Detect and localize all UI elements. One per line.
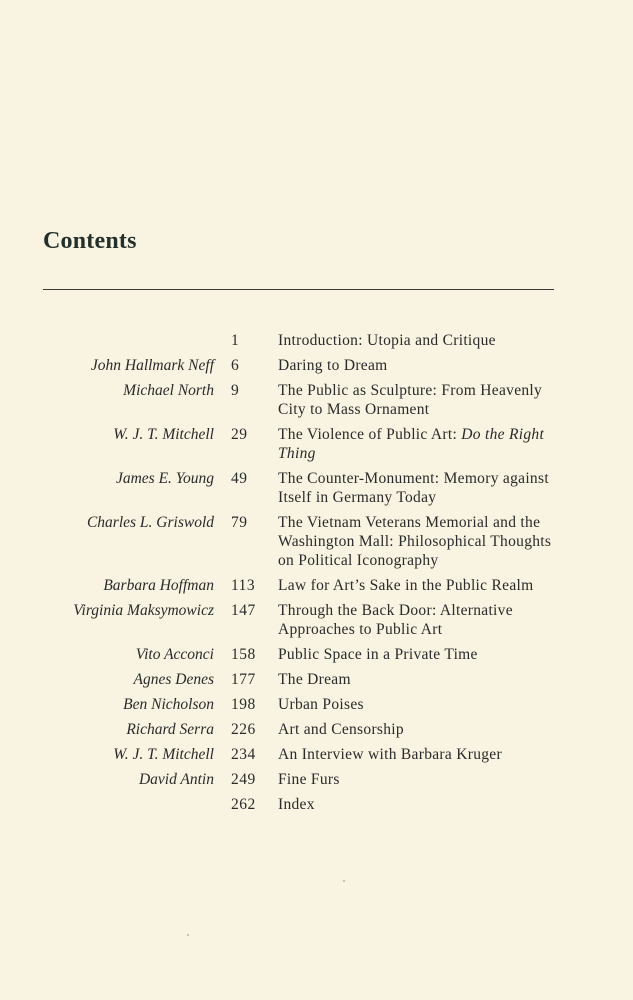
toc-entry [0, 745, 633, 764]
toc-page-number: 234 [231, 746, 256, 763]
toc-page-number: 29 [231, 426, 248, 443]
toc-author: Virginia Maksymowicz [73, 602, 214, 619]
toc-page-number: 177 [231, 671, 256, 688]
toc-entry [0, 695, 633, 714]
toc-author: Richard Serra [126, 721, 214, 738]
toc-title: Introduction: Utopia and Critique [278, 332, 496, 349]
toc-entry [0, 795, 633, 814]
toc-author: Barbara Hoffman [103, 577, 214, 594]
toc-title: Public Space in a Private Time [278, 646, 478, 663]
page-title: Contents [43, 228, 137, 254]
toc-title [278, 425, 558, 463]
toc-page-number: 9 [231, 382, 240, 399]
toc-entry [0, 425, 633, 463]
title-divider [43, 289, 554, 290]
toc-title: Through the Back Door: Alternative Approaches to Public Art [278, 602, 513, 638]
toc-author: Ben Nicholson [123, 696, 214, 713]
toc-entry [0, 720, 633, 739]
toc-entry [0, 356, 633, 375]
toc-title: The Public as Sculpture: From Heavenly City to Mass Ornament [278, 382, 543, 418]
paper-speck [343, 880, 345, 882]
toc-author: Charles L. Griswold [86, 514, 214, 531]
toc-author: John Hallmark Neff [90, 357, 214, 374]
toc-entry [0, 670, 633, 689]
toc-entry [0, 645, 633, 664]
toc-title: Art and Censorship [278, 721, 404, 738]
toc-page-number: 249 [231, 771, 256, 788]
toc-title: Index [278, 796, 315, 813]
toc-page-number: 113 [231, 577, 256, 594]
toc-entry [0, 576, 633, 595]
toc-author: Agnes Denes [133, 671, 214, 688]
toc-entry [0, 331, 633, 350]
toc-page-number: 226 [231, 721, 256, 738]
toc-author: W. J. T. Mitchell [113, 426, 214, 443]
toc-page-number: 79 [231, 514, 248, 531]
toc-page-number: 198 [231, 696, 256, 713]
toc-author: Michael North [123, 382, 214, 399]
table-of-contents [0, 331, 633, 820]
toc-author: W. J. T. Mitchell [113, 746, 214, 763]
toc-author: David Antin [138, 771, 214, 788]
toc-title: Daring to Dream [278, 357, 388, 374]
toc-title-italic: Do the Right Thing [278, 426, 545, 462]
toc-title: Urban Poises [278, 696, 364, 713]
toc-page-number: 158 [231, 646, 256, 663]
toc-entry [0, 601, 633, 639]
toc-page-number: 147 [231, 602, 256, 619]
toc-page-number: 6 [231, 357, 240, 374]
toc-entry [0, 770, 633, 789]
toc-title-plain: The Violence of Public Art: [278, 426, 462, 443]
toc-page-number: 49 [231, 470, 248, 487]
toc-author: Vito Acconci [135, 646, 214, 663]
toc-author: James E. Young [115, 470, 214, 487]
toc-title: An Interview with Barbara Kruger [278, 746, 502, 763]
toc-page-number: 1 [231, 332, 240, 349]
toc-title: Law for Art’s Sake in the Public Realm [278, 577, 534, 594]
paper-speck [187, 934, 189, 936]
toc-title: The Counter-Monument: Memory against Itself in Germany Today [278, 470, 549, 506]
toc-entry [0, 381, 633, 419]
toc-title: Fine Furs [278, 771, 340, 788]
toc-page-number: 262 [231, 796, 256, 813]
toc-entry [0, 469, 633, 507]
toc-title: The Vietnam Veterans Memorial and the Washington Mall: Philosophical Thoughts on Political Iconography [278, 514, 552, 569]
toc-entry [0, 513, 633, 570]
toc-title: The Dream [278, 671, 351, 688]
